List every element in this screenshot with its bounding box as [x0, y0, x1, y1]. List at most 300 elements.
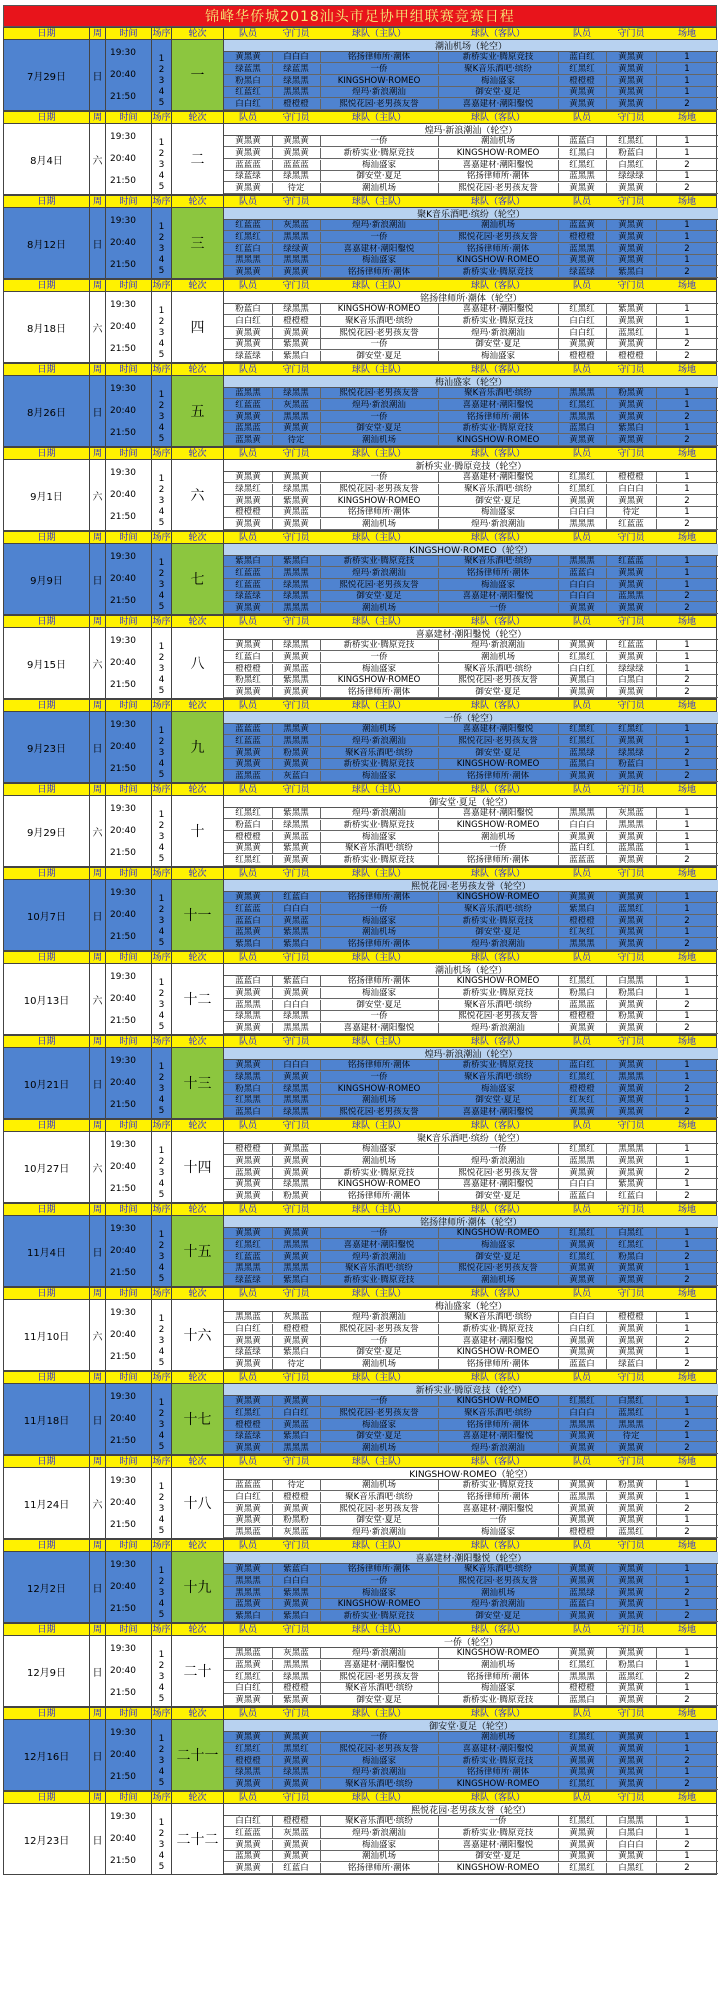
home-team: 一侨	[370, 1732, 388, 1742]
away-player-colour: 白白红	[569, 1323, 595, 1334]
away-player-colour: 橙橙橙	[569, 231, 595, 242]
bye-team: 新桥实业·腾原竞技（轮空）	[224, 1384, 718, 1396]
home-team: 煌玛·新浪潮汕	[352, 735, 406, 746]
header-date: 日期	[4, 1372, 90, 1383]
column-divider	[438, 1324, 439, 1334]
header-venue: 场地	[677, 1205, 696, 1215]
header-venue: 场地	[677, 113, 696, 123]
away-player-colour: 黄黑黄	[569, 1335, 595, 1346]
home-team: 熙悦花园·老男孩友誉	[339, 1743, 419, 1754]
match-row	[224, 675, 718, 686]
column-divider	[438, 1695, 439, 1705]
home-player-colour: 黄黑黄	[235, 495, 261, 506]
round-number: 十三	[172, 1048, 224, 1118]
column-divider	[438, 855, 439, 865]
column-divider	[606, 843, 607, 853]
home-team: KINGSHOW·ROMEO	[337, 75, 421, 86]
column-divider	[606, 519, 607, 529]
header-keeper: 守门员	[282, 953, 310, 963]
away-team: 御安堂·夏足	[475, 87, 521, 98]
away-player-colour: 红黑红	[569, 472, 595, 482]
column-divider	[320, 1324, 321, 1334]
away-player-colour: 黄黑黄	[569, 495, 595, 506]
header-round: 轮次	[172, 868, 224, 879]
column-divider	[272, 1840, 273, 1850]
away-keeper-colour: 蓝黑红	[618, 903, 644, 914]
away-keeper-colour: 蓝黑黑	[618, 591, 644, 602]
column-divider	[272, 1611, 273, 1621]
home-team: 聚K音乐酒吧·缤纷	[345, 1683, 413, 1694]
header-player: 队员	[238, 449, 257, 459]
column-divider	[606, 1599, 607, 1609]
column-divider	[320, 832, 321, 842]
header-home: 球队（主队）	[351, 1541, 406, 1551]
home-team: 潮汕机场	[361, 183, 396, 194]
header-venue: 场地	[677, 533, 696, 543]
round-block	[3, 951, 717, 1035]
venue: 1	[684, 1683, 690, 1694]
away-keeper-colour: 黄黑黄	[618, 1275, 644, 1286]
home-keeper-colour: 绿黑黑	[283, 591, 309, 602]
header-keeper2: 守门员	[617, 1121, 645, 1131]
round-block	[3, 1203, 717, 1287]
column-divider	[272, 580, 273, 590]
column-divider	[656, 1156, 657, 1166]
venue: 2	[684, 435, 690, 446]
match-row	[224, 1023, 718, 1034]
seq-number: 4	[158, 675, 165, 685]
column-divider	[656, 1011, 657, 1021]
home-team: 铭扬律师所·潮体	[347, 267, 411, 278]
column-divider	[656, 843, 657, 853]
header-player: 队员	[238, 701, 257, 711]
seq-number: 3	[158, 832, 165, 842]
column-divider	[320, 148, 321, 158]
column-divider	[656, 244, 657, 254]
column-divider	[438, 1683, 439, 1693]
column-divider	[272, 1084, 273, 1094]
match-date: 12月16日	[4, 1720, 90, 1790]
column-divider	[606, 1011, 607, 1021]
seq-number: 5	[158, 434, 165, 444]
column-divider	[438, 507, 439, 517]
venue: 1	[684, 423, 690, 434]
round-body	[3, 796, 717, 867]
column-divider	[606, 412, 607, 422]
venue: 2	[684, 1779, 690, 1790]
away-player-colour: 黄黑黄	[569, 1827, 595, 1838]
column-divider	[606, 64, 607, 74]
match-date: 9月29日	[4, 796, 90, 866]
time-column	[106, 1804, 152, 1874]
away-player-colour: 黄黑黄	[569, 831, 595, 842]
column-divider	[558, 339, 559, 349]
column-divider	[320, 87, 321, 97]
seq-number: 4	[158, 507, 165, 517]
home-keeper-colour: 紫蓝白	[283, 1564, 309, 1574]
column-divider	[606, 904, 607, 914]
seq-column	[152, 712, 172, 782]
home-player-colour: 红蓝蓝	[235, 1251, 261, 1262]
column-divider	[656, 52, 657, 62]
home-team: 喜嘉建材·潮阳鑿悦	[343, 1659, 415, 1670]
column-divider	[558, 255, 559, 265]
match-row	[224, 1347, 718, 1358]
away-keeper-colour: 黄黑黄	[618, 52, 644, 62]
column-divider	[438, 1672, 439, 1682]
header-team-columns	[224, 616, 718, 627]
venue: 1	[684, 1480, 690, 1490]
column-divider	[438, 472, 439, 482]
column-divider	[656, 976, 657, 986]
home-team: 铭扬律师所·潮体	[347, 1060, 411, 1070]
time-slot: 20:40	[110, 742, 136, 752]
home-player-colour: 黄黑黄	[235, 147, 261, 158]
column-divider	[438, 316, 439, 326]
header-row	[3, 1539, 717, 1552]
venue: 1	[684, 1312, 690, 1322]
header-player: 队员	[238, 1625, 257, 1635]
match-row	[224, 1672, 718, 1683]
seq-column	[152, 1384, 172, 1454]
seq-column	[152, 40, 172, 110]
away-player-colour: 蓝蓝黄	[569, 220, 595, 230]
column-divider	[320, 1732, 321, 1742]
column-divider	[606, 400, 607, 410]
home-player-colour: 绿蓝绿	[235, 171, 261, 182]
column-divider	[272, 148, 273, 158]
seq-number: 2	[158, 821, 165, 831]
bye-team: 聚K音乐酒吧·缤纷（轮空）	[224, 1132, 718, 1144]
column-divider	[320, 160, 321, 170]
column-divider	[558, 1504, 559, 1514]
header-week: 周	[90, 700, 106, 711]
column-divider	[558, 1156, 559, 1166]
header-seq: 场序	[152, 1792, 171, 1803]
column-divider	[438, 64, 439, 74]
away-team: 聚K音乐酒吧·缤纷	[464, 556, 532, 566]
away-keeper-colour: 黄黑黄	[618, 1060, 644, 1070]
match-date: 12月9日	[4, 1636, 90, 1706]
column-divider	[656, 255, 657, 265]
column-divider	[656, 99, 657, 109]
header-round: 轮次	[172, 1036, 224, 1047]
away-team: 潮汕机场	[480, 1587, 515, 1598]
away-player-colour: 红黑红	[569, 1228, 595, 1238]
match-date: 10月21日	[4, 1048, 90, 1118]
venue: 2	[684, 1863, 690, 1874]
round-body	[3, 1384, 717, 1455]
header-keeper2: 守门员	[617, 1205, 645, 1215]
venue: 1	[684, 1071, 690, 1082]
column-divider	[606, 832, 607, 842]
time-slot: 21:50	[110, 932, 136, 942]
home-player-colour: 黄黑黄	[235, 1732, 261, 1742]
column-divider	[272, 652, 273, 662]
bye-team: 熙悦花园·老男孩友誉（轮空）	[224, 880, 718, 892]
column-divider	[656, 484, 657, 494]
home-keeper-colour: 紫黑白	[283, 1275, 309, 1286]
home-player-colour: 粉蓝白	[235, 819, 261, 830]
column-divider	[438, 148, 439, 158]
away-player-colour: 黄黑白	[569, 675, 595, 686]
away-keeper-colour: 紫黑黄	[618, 1179, 644, 1190]
home-player-colour: 红黑黑	[235, 1095, 261, 1106]
column-divider	[656, 580, 657, 590]
home-team: 聚K音乐酒吧·缤纷	[345, 1263, 413, 1274]
seq-column	[152, 1216, 172, 1286]
round-block	[3, 27, 717, 111]
column-divider	[320, 1527, 321, 1537]
column-divider	[438, 1515, 439, 1525]
home-player-colour: 黄黑黄	[235, 1179, 261, 1190]
away-team: 御安堂·夏足	[475, 687, 521, 698]
match-date: 11月4日	[4, 1216, 90, 1286]
column-divider	[438, 1480, 439, 1490]
time-column	[106, 1468, 152, 1538]
column-divider	[438, 904, 439, 914]
seq-number: 2	[158, 989, 165, 999]
column-divider	[656, 1816, 657, 1826]
venue: 2	[684, 1839, 690, 1850]
column-divider	[558, 916, 559, 926]
home-team: 煌玛·新浪潮汕	[352, 1527, 406, 1538]
round-body	[3, 208, 717, 279]
match-row	[224, 1336, 718, 1347]
home-keeper-colour: 紫黑白	[283, 556, 309, 566]
header-week: 周	[90, 448, 106, 459]
away-team: 煌玛·新浪潮汕	[471, 1023, 525, 1034]
round-body	[3, 292, 717, 363]
column-divider	[606, 580, 607, 590]
column-divider	[606, 1179, 607, 1189]
column-divider	[272, 1504, 273, 1514]
away-keeper-colour: 黄黑黄	[618, 255, 644, 266]
away-keeper-colour: 橙橙橙	[618, 1312, 644, 1322]
bye-team: 喜嘉建材·潮阳鑿悦（轮空）	[224, 1552, 718, 1564]
column-divider	[438, 759, 439, 769]
column-divider	[656, 855, 657, 865]
column-divider	[320, 220, 321, 230]
home-keeper-colour: 黑黑黑	[283, 1443, 309, 1454]
column-divider	[558, 435, 559, 445]
home-keeper-colour: 橙橙橙	[283, 315, 309, 326]
away-team: 熙悦花园·老男孩友誉	[458, 735, 538, 746]
away-player-colour: 红黑红	[569, 1732, 595, 1742]
away-keeper-colour: 黄黑黄	[618, 1695, 644, 1706]
column-divider	[558, 171, 559, 181]
away-keeper-colour: 黄黑黄	[618, 735, 644, 746]
away-team: 御安堂·夏足	[475, 747, 521, 758]
column-divider	[606, 748, 607, 758]
column-divider	[656, 1648, 657, 1658]
venue: 1	[684, 1827, 690, 1838]
header-date: 日期	[4, 616, 90, 627]
home-player-colour: 黄黑黄	[235, 327, 261, 338]
header-keeper: 守门员	[282, 449, 310, 459]
header-seq: 场序	[152, 196, 171, 207]
column-divider	[656, 328, 657, 338]
header-away: 球队（客队）	[470, 869, 525, 879]
venue: 1	[684, 735, 690, 746]
time-column	[106, 712, 152, 782]
round-number: 十四	[172, 1132, 224, 1202]
header-row	[3, 279, 717, 292]
home-team: 熙悦花园·老男孩友誉	[339, 327, 419, 338]
match-row	[224, 255, 718, 266]
away-keeper-colour: 黄黑黄	[618, 1167, 644, 1178]
column-divider	[438, 496, 439, 506]
header-player: 队员	[238, 953, 257, 963]
away-player-colour: 蓝黑蓝	[569, 999, 595, 1010]
seq-number: 5	[158, 1442, 165, 1452]
away-keeper-colour: 黄黑黄	[618, 1323, 644, 1334]
home-player-colour: 绿黑黑	[235, 1071, 261, 1082]
header-round: 轮次	[172, 1624, 224, 1635]
match-row	[224, 99, 718, 110]
header-player2: 队员	[572, 785, 591, 795]
header-time: 时间	[106, 1120, 152, 1131]
header-home: 球队（主队）	[351, 1121, 406, 1131]
match-row	[224, 351, 718, 362]
home-keeper-colour: 灰黑蓝	[283, 399, 309, 410]
match-row	[224, 1396, 718, 1407]
away-player-colour: 黄黑黄	[569, 1107, 595, 1118]
away-team: 煌玛·新浪潮汕	[471, 640, 525, 650]
header-time: 时间	[106, 28, 152, 39]
time-slot: 19:30	[110, 1476, 136, 1486]
home-team: 煌玛·新浪潮汕	[352, 808, 406, 818]
column-divider	[438, 1252, 439, 1262]
venue: 1	[684, 1491, 690, 1502]
column-divider	[558, 1576, 559, 1586]
home-team: 煌玛·新浪潮汕	[352, 1767, 406, 1778]
home-keeper-colour: 灰黑蓝	[283, 1827, 309, 1838]
seq-number: 4	[158, 843, 165, 853]
match-row	[224, 1744, 718, 1755]
home-keeper-colour: 黄黑黄	[283, 1396, 309, 1406]
column-divider	[272, 1420, 273, 1430]
home-player-colour: 黄黑黄	[235, 1515, 261, 1526]
column-divider	[272, 748, 273, 758]
match-row	[224, 232, 718, 243]
away-player-colour: 白白白	[569, 591, 595, 602]
column-divider	[656, 1408, 657, 1418]
match-row	[224, 1515, 718, 1526]
column-divider	[558, 496, 559, 506]
away-keeper-colour: 黄黑黄	[618, 567, 644, 578]
seq-number: 2	[158, 1157, 165, 1167]
column-divider	[320, 808, 321, 818]
header-row	[3, 783, 717, 796]
column-divider	[320, 423, 321, 433]
match-row	[224, 1480, 718, 1491]
column-divider	[606, 1095, 607, 1105]
home-player-colour: 蓝黑蓝	[235, 423, 261, 434]
venue: 1	[684, 1179, 690, 1190]
column-divider	[558, 1744, 559, 1754]
venue: 1	[684, 483, 690, 494]
away-team: 喜嘉建材·潮阳鑿悦	[462, 399, 534, 410]
column-divider	[320, 892, 321, 902]
seq-number: 5	[158, 1862, 165, 1872]
match-row	[224, 435, 718, 446]
column-divider	[438, 1588, 439, 1598]
match-date: 8月18日	[4, 292, 90, 362]
home-player-colour: 白白红	[235, 1683, 261, 1694]
header-row	[3, 363, 717, 376]
column-divider	[558, 748, 559, 758]
column-divider	[438, 1179, 439, 1189]
home-team: 一侨	[370, 231, 388, 242]
column-divider	[438, 160, 439, 170]
seq-number: 4	[158, 1599, 165, 1609]
home-team: 铭扬律师所·潮体	[347, 1191, 411, 1202]
home-team: 潮汕机场	[361, 519, 396, 530]
home-player-colour: 橙橙橙	[235, 1144, 261, 1154]
header-time: 时间	[106, 1792, 152, 1803]
column-divider	[558, 1107, 559, 1117]
header-player: 队员	[238, 365, 257, 375]
match-row	[224, 496, 718, 507]
away-team: 喜嘉建材·潮阳鑿悦	[462, 1431, 534, 1442]
column-divider	[320, 855, 321, 865]
home-team: 潮汕机场	[361, 927, 396, 938]
match-date: 7月29日	[4, 40, 90, 110]
seq-column	[152, 1300, 172, 1370]
round-number: 十九	[172, 1552, 224, 1622]
column-divider	[656, 652, 657, 662]
away-player-colour: 蓝蓝白	[569, 1191, 595, 1202]
venue: 2	[684, 183, 690, 194]
column-divider	[606, 1695, 607, 1705]
venue: 2	[684, 1191, 690, 1202]
match-row	[224, 1779, 718, 1790]
header-home: 球队（主队）	[351, 1037, 406, 1047]
header-round: 轮次	[172, 532, 224, 543]
home-team: 煌玛·新浪潮汕	[352, 1312, 406, 1322]
column-divider	[320, 904, 321, 914]
column-divider	[438, 976, 439, 986]
column-divider	[656, 1672, 657, 1682]
bye-team: 潮汕机场（轮空）	[224, 964, 718, 976]
away-team: 喜嘉建材·潮阳鑿悦	[462, 1107, 534, 1118]
column-divider	[606, 736, 607, 746]
column-divider	[558, 1443, 559, 1453]
away-player-colour: 白白白	[569, 507, 595, 518]
venue: 1	[684, 1144, 690, 1154]
column-divider	[272, 1492, 273, 1502]
header-keeper: 守门员	[282, 1037, 310, 1047]
column-divider	[558, 976, 559, 986]
header-row	[3, 1455, 717, 1468]
column-divider	[558, 640, 559, 650]
home-keeper-colour: 黑黑黑	[283, 1239, 309, 1250]
home-team: 熙悦花园·老男孩友誉	[339, 1107, 419, 1118]
column-divider	[606, 820, 607, 830]
away-player-colour: 黄黑黄	[569, 435, 595, 446]
away-player-colour: 红黑红	[569, 1144, 595, 1154]
seq-number: 4	[158, 339, 165, 349]
header-keeper: 守门员	[282, 533, 310, 543]
home-team: 梅汕盛家	[361, 255, 396, 266]
round-block	[3, 363, 717, 447]
seq-number: 1	[158, 1482, 165, 1492]
home-keeper-colour: 黄黑黄	[283, 759, 309, 770]
header-round: 轮次	[172, 1288, 224, 1299]
home-player-colour: 蓝黑黄	[235, 1851, 261, 1862]
home-team: 熙悦花园·老男孩友誉	[339, 388, 419, 398]
